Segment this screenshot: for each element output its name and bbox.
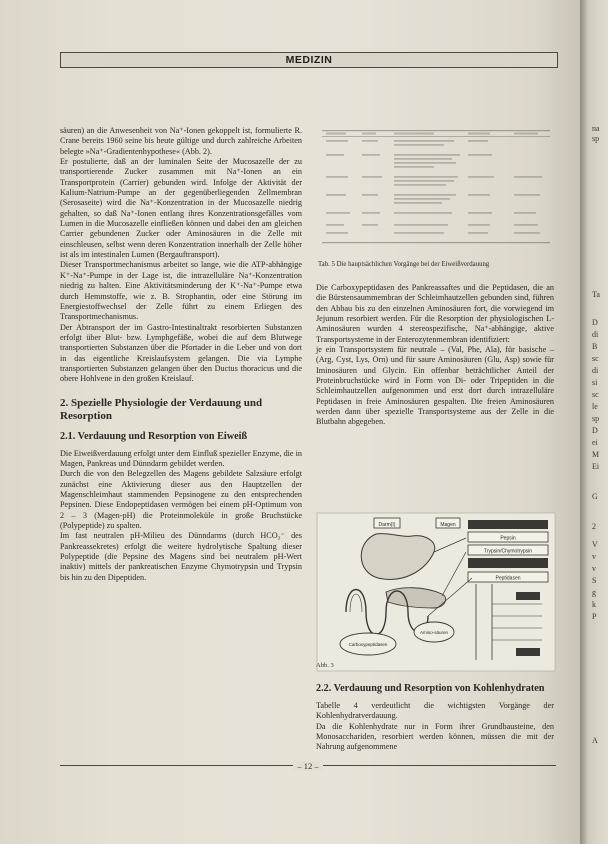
fragment: M	[592, 450, 600, 459]
adjacent-page-edge	[580, 0, 608, 844]
diagram-label-peptidasen: Peptidasen	[495, 575, 521, 582]
right-text-column	[316, 283, 554, 428]
fragment: g	[592, 588, 596, 597]
fragment: di	[592, 366, 599, 375]
paragraph: Da die Kohlenhydrate nur in Form ihrer Grundbausteine, den Monosacchariden, resorbiert werden können, müssen die mit der Nahrung aufgenommene	[316, 721, 554, 752]
fragment: ei	[592, 438, 598, 447]
section-heading: 2. Spezielle Physiologie der Verdauung und Resorption	[60, 396, 263, 422]
subsection-heading: 2.1. Verdauung und Resorption von Eiweiß	[60, 430, 248, 442]
figure-caption: Abb. 3	[316, 662, 334, 669]
diagram-label-pepsin: Pepsin	[500, 535, 516, 542]
section-header-bar	[60, 52, 558, 68]
table-5-figure	[318, 124, 554, 254]
page-footer	[60, 760, 556, 772]
digestion-diagram	[316, 512, 556, 672]
paragraph: säuren) an die Anwesenheit von Na⁺-Ionen gekoppelt ist, formulierte R. Crane bereits 1960 seine bis heute gültige und durch zahlreiche Arbeiten belegte »Na⁺-Gradientenhypothese« (Abb. 2).	[60, 126, 302, 156]
fragment: sc	[592, 354, 599, 363]
diagram-label-trypsin: Trypsin/Chymotrypsin	[483, 548, 533, 555]
fragment: Ei	[592, 462, 600, 471]
fragment: le	[592, 402, 598, 411]
fragment: D	[592, 318, 598, 327]
fragment: B	[592, 342, 598, 351]
fragment: v	[592, 552, 596, 561]
fragment: sp	[592, 134, 600, 143]
paragraph: Der Abtransport der im Gastro-Intestinaltrakt resorbierten Substanzen erfolgt über Blut- bzw. Lymphgefäße, wobei die auf dem Blutwege transportierten Substanzen über die Pfortader in die Leber und von dort in das eigentliche Kreislaufsystem gelangen. Die via Lymphe transportierten Substanzen gelangen über den Ductus thoracicus und die obere Hohlvene in den großen Kreislauf.	[60, 322, 302, 384]
fragment: sc	[592, 390, 599, 399]
table-5-graphic	[318, 124, 554, 254]
fragment: sp	[592, 414, 600, 423]
diagram-label-bottom-mid: Amino-säuren	[419, 630, 449, 635]
fragment: k	[592, 600, 596, 609]
table-caption: Tab. 5 Die hauptsächlichen Vorgänge bei der Eiweißverdauung	[318, 261, 490, 268]
fragment: v	[592, 564, 596, 573]
diagram-label-top-right: Magen	[440, 522, 456, 528]
page-number: – 12 –	[293, 761, 322, 771]
fragment: D	[592, 426, 598, 435]
fragment: Ta	[592, 290, 600, 299]
diagram-label-bottom-left: Carboxypeptidasen	[348, 642, 388, 647]
section-title: MEDIZIN	[285, 54, 333, 66]
subsection-heading: 2.2. Verdauung und Resorption von Kohlenhydraten	[316, 683, 545, 694]
fragment: G	[592, 492, 598, 501]
fragment: V	[592, 540, 598, 549]
fragment: di	[592, 330, 599, 339]
paragraph: Die Carboxypeptidasen des Pankreassaftes und die Peptidasen, die an die Bürstensaummembran der Schleimhautzellen gebunden sind, führen den Abbau bis zu den einzelnen Aminosäuren fort, die vorwiegend im Jejunum resorbiert werden. Für die Resorption der physiologischen L-Aminosäuren wurden 4 stereospezifische, Na⁺-abhängige, aktive Transportsysteme in der Enterozytenmembran identifiziert:	[316, 283, 554, 344]
paragraph: Durch die von den Belegzellen des Magens gebildete Salzsäure erfolgt zunächst eine Aktivierung dieser aus den Hauptzellen der Magenschleimhaut stammenden Pepsinogene zu den entsprechenden Pepsinen. Diese Endopeptidasen vermögen bei einem pH-Optimum von 2 – 3 (Magen-pH) die Proteinmoleküle in große Bruchstücke (Polypeptide) zu spalten.	[60, 469, 302, 530]
fragment: A	[592, 736, 598, 745]
fragment: S	[592, 576, 597, 585]
paragraph: Tabelle 4 verdeutlicht die wichtigsten Vorgänge der Kohlenhydratverdauung.	[316, 701, 554, 721]
digestion-diagram-graphic	[316, 512, 556, 672]
diagram-label-top-left: Darm(I)	[378, 522, 396, 528]
paragraph: Im fast neutralen pH-Milieu des Dünndarms (durch HCO₃⁻ des Pankreassekretes) erfolgt die weitere hydrolytische Spaltung dieser Polypeptide (die Pepsine des Magens sind bei neutralem pH-Wert inaktiv) mittels der pankreatischen Enzyme Chymotrypsin und Trypsin bis hin zu den Dipeptiden.	[60, 531, 302, 582]
right-text-column-lower	[316, 683, 554, 753]
paragraph: Dieser Transportmechanismus arbeitet so lange, wie die ATP-abhängige K⁺-Na⁺-Pumpe in der Lage ist, die intrazelluläre Na⁺-Konzentration niedrig zu halten. Eine Aktivitätsminderung der K⁺-Na⁺-Pumpe etwa durch Hemmstoffe, wie z. B. Strophantin, oder eine Störung im Energiestoffwechsel der Zelle führt zu einem Erliegen des Transportmechanismus.	[60, 260, 302, 322]
left-text-column	[60, 126, 302, 583]
paragraph: Die Eiweißverdauung erfolgt unter dem Einfluß spezieller Enzyme, die in Magen, Pankreas und Dünndarm gebildet werden.	[60, 448, 302, 468]
paragraph: je ein Transportsystem für neutrale – (Val, Phe, Ala), für basische – (Arg, Cyst, Lys, Orn) und für saure Aminosäuren (Glu, Asp) sowie für Iminosäuren und Glycin. Ein offenbar beträchtlicher Anteil der Proteinbruchstücke wird in Form von Di- oder Tripeptiden in die Schleimhautzellen aufgenommen und erst dort durch intrazelluläre Peptidasen in freie Aminosäuren gespalten. Die freien Aminosäuren werden dann über spezielle Transportsysteme aus der Zelle in die Blutbahn abgegeben.	[316, 345, 554, 427]
fragment: P	[592, 612, 597, 621]
fragment: 2	[592, 522, 596, 531]
fragment: si	[592, 378, 598, 387]
paragraph: Er postulierte, daß an der luminalen Seite der Mucosazelle der zu transportierende Zucker zusammen mit Na⁺-Ionen an ein Transportprotein (Carrier) gebunden wird. Infolge der Aktivität der Kalium-Natrium-Pumpe an der gegenüberliegenden Zellmembran (Serosaseite) wird die Na⁺-Konzentration in der Mucosazelle niedrig gehalten, so daß Na⁺-Ionen entlang ihres Konzentrationsgefälles vom Lumen in die Mucosazelle einfließen können und dabei den am gleichen Carrier gebundenen Zucker oder Aminosäuren in die Zelle mit einschleusen, selbst wenn deren Konzentration innerhalb der Zelle höher ist als im intestinalen Lumen (Bergauftransport).	[60, 157, 302, 260]
fragment: na	[592, 124, 600, 133]
